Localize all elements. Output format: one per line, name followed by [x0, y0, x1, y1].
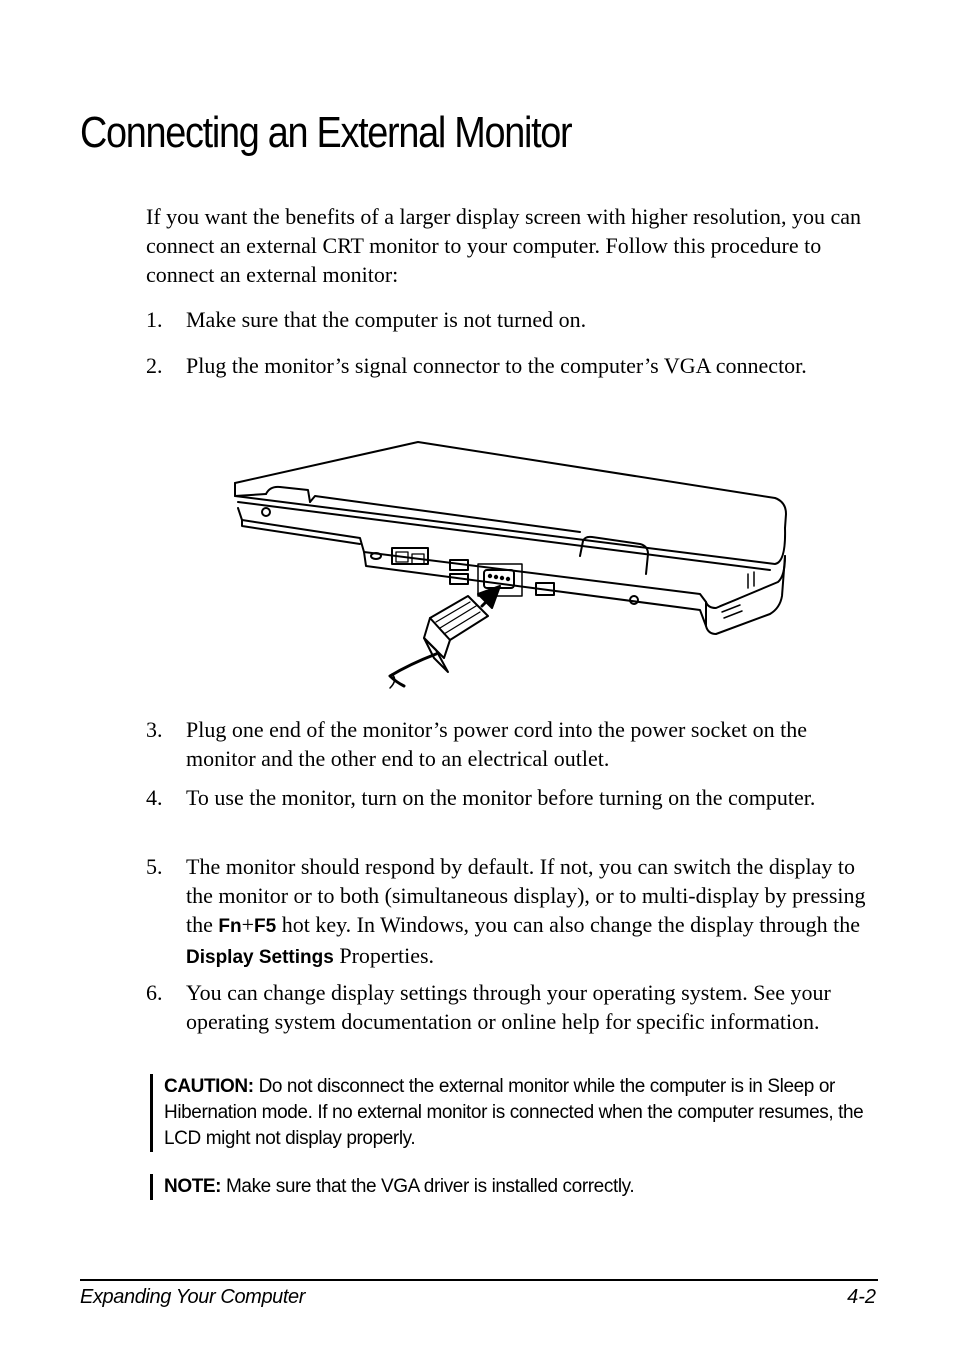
step-number: 4.	[146, 785, 163, 810]
step-text: Plug one end of the monitor’s power cord into the power socket on the monitor and the other end to an electrical outlet.	[186, 717, 807, 771]
caution-text: Do not disconnect the external monitor while the computer is in Sleep or Hibernation mode. If no external monitor is connected when the computer resumes, the LCD might not display properly.	[164, 1076, 864, 1149]
note-text: Make sure that the VGA driver is installed correctly.	[221, 1176, 635, 1197]
step-text-part: Properties.	[333, 943, 435, 968]
step-text: Make sure that the computer is not turned on.	[186, 307, 587, 332]
step-number: 2.	[146, 353, 163, 378]
step-number: 6.	[146, 980, 163, 1005]
footer-page-number: 4-2	[847, 1286, 876, 1308]
footer-divider	[80, 1279, 878, 1281]
caution-box	[150, 1074, 878, 1152]
page-title: Connecting an External Monitor	[80, 108, 572, 157]
display-settings-label: Display Settings	[186, 947, 334, 968]
step-text-part: hot key. In Windows, you can also change the display through the	[276, 912, 861, 937]
step-text: You can change display settings through your operating system. See your operating system documentation or online help for specific information.	[186, 980, 831, 1034]
step-text: To use the monitor, turn on the monitor before turning on the computer.	[186, 785, 816, 810]
note-box	[150, 1174, 878, 1200]
note-label: NOTE:	[164, 1176, 222, 1197]
key-f5: F5	[254, 916, 277, 937]
step-text	[186, 852, 878, 972]
step-number: 5.	[146, 854, 163, 879]
laptop-vga-illustration	[230, 436, 790, 692]
step-text: Plug the monitor’s signal connector to the computer’s VGA connector.	[186, 353, 807, 378]
key-plus: +	[241, 912, 255, 937]
key-fn: Fn	[218, 916, 242, 937]
step-text-part: The monitor should respond by default. If not, you can switch the display to the monitor or to both (simultaneous display), or to multi-display by pressing the	[186, 854, 866, 937]
intro-paragraph: If you want the benefits of a larger display screen with higher resolution, you can connect an external CRT monitor to your computer. Follow this procedure to connect an external monitor:	[146, 204, 861, 287]
footer-section-title: Expanding Your Computer	[80, 1286, 306, 1308]
caution-label: CAUTION:	[164, 1076, 254, 1097]
step-number: 3.	[146, 717, 163, 742]
step-number: 1.	[146, 307, 163, 332]
